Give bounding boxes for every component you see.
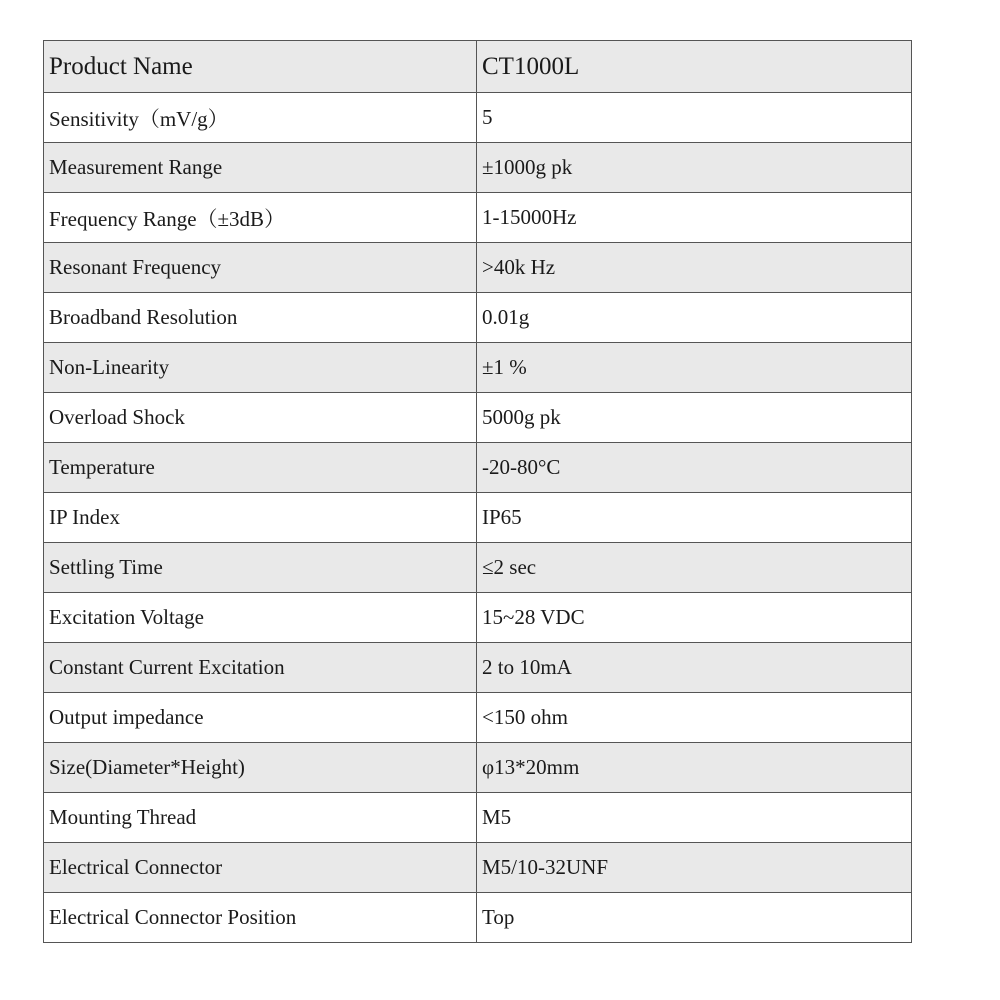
row-label: Settling Time bbox=[44, 543, 477, 593]
row-value: ≤2 sec bbox=[477, 543, 912, 593]
table-row bbox=[44, 493, 912, 543]
row-value: 5 bbox=[477, 93, 912, 143]
row-value: ±1 % bbox=[477, 343, 912, 393]
row-value: <150 ohm bbox=[477, 693, 912, 743]
row-label: Frequency Range（±3dB） bbox=[44, 193, 477, 243]
row-value: 2 to 10mA bbox=[477, 643, 912, 693]
header-value: CT1000L bbox=[477, 41, 912, 93]
row-value: φ13*20mm bbox=[477, 743, 912, 793]
row-label: Resonant Frequency bbox=[44, 243, 477, 293]
table-row bbox=[44, 743, 912, 793]
row-label: Electrical Connector Position bbox=[44, 893, 477, 943]
table-row bbox=[44, 443, 912, 493]
row-value: -20-80°C bbox=[477, 443, 912, 493]
table-row bbox=[44, 543, 912, 593]
table-row bbox=[44, 243, 912, 293]
row-label: Constant Current Excitation bbox=[44, 643, 477, 693]
row-value: ±1000g pk bbox=[477, 143, 912, 193]
row-value: 0.01g bbox=[477, 293, 912, 343]
table-row bbox=[44, 693, 912, 743]
row-value: M5 bbox=[477, 793, 912, 843]
header-label: Product Name bbox=[44, 41, 477, 93]
row-value: 1-15000Hz bbox=[477, 193, 912, 243]
table-row bbox=[44, 793, 912, 843]
spec-table bbox=[43, 40, 912, 943]
table-row bbox=[44, 393, 912, 443]
row-label: Non-Linearity bbox=[44, 343, 477, 393]
row-label: Excitation Voltage bbox=[44, 593, 477, 643]
row-label: Size(Diameter*Height) bbox=[44, 743, 477, 793]
table-row bbox=[44, 643, 912, 693]
row-label: Temperature bbox=[44, 443, 477, 493]
table-header-row bbox=[44, 41, 912, 93]
table-row bbox=[44, 143, 912, 193]
row-value: Top bbox=[477, 893, 912, 943]
row-label: Electrical Connector bbox=[44, 843, 477, 893]
row-value: M5/10-32UNF bbox=[477, 843, 912, 893]
row-label: Broadband Resolution bbox=[44, 293, 477, 343]
row-value: IP65 bbox=[477, 493, 912, 543]
row-label: Measurement Range bbox=[44, 143, 477, 193]
row-value: 5000g pk bbox=[477, 393, 912, 443]
table-row bbox=[44, 593, 912, 643]
table-row bbox=[44, 293, 912, 343]
table-row bbox=[44, 843, 912, 893]
table-row bbox=[44, 193, 912, 243]
row-value: 15~28 VDC bbox=[477, 593, 912, 643]
row-value: >40k Hz bbox=[477, 243, 912, 293]
table-row bbox=[44, 343, 912, 393]
row-label: Sensitivity（mV/g） bbox=[44, 93, 477, 143]
row-label: Output impedance bbox=[44, 693, 477, 743]
row-label: Mounting Thread bbox=[44, 793, 477, 843]
row-label: Overload Shock bbox=[44, 393, 477, 443]
table-row bbox=[44, 893, 912, 943]
row-label: IP Index bbox=[44, 493, 477, 543]
table-row bbox=[44, 93, 912, 143]
